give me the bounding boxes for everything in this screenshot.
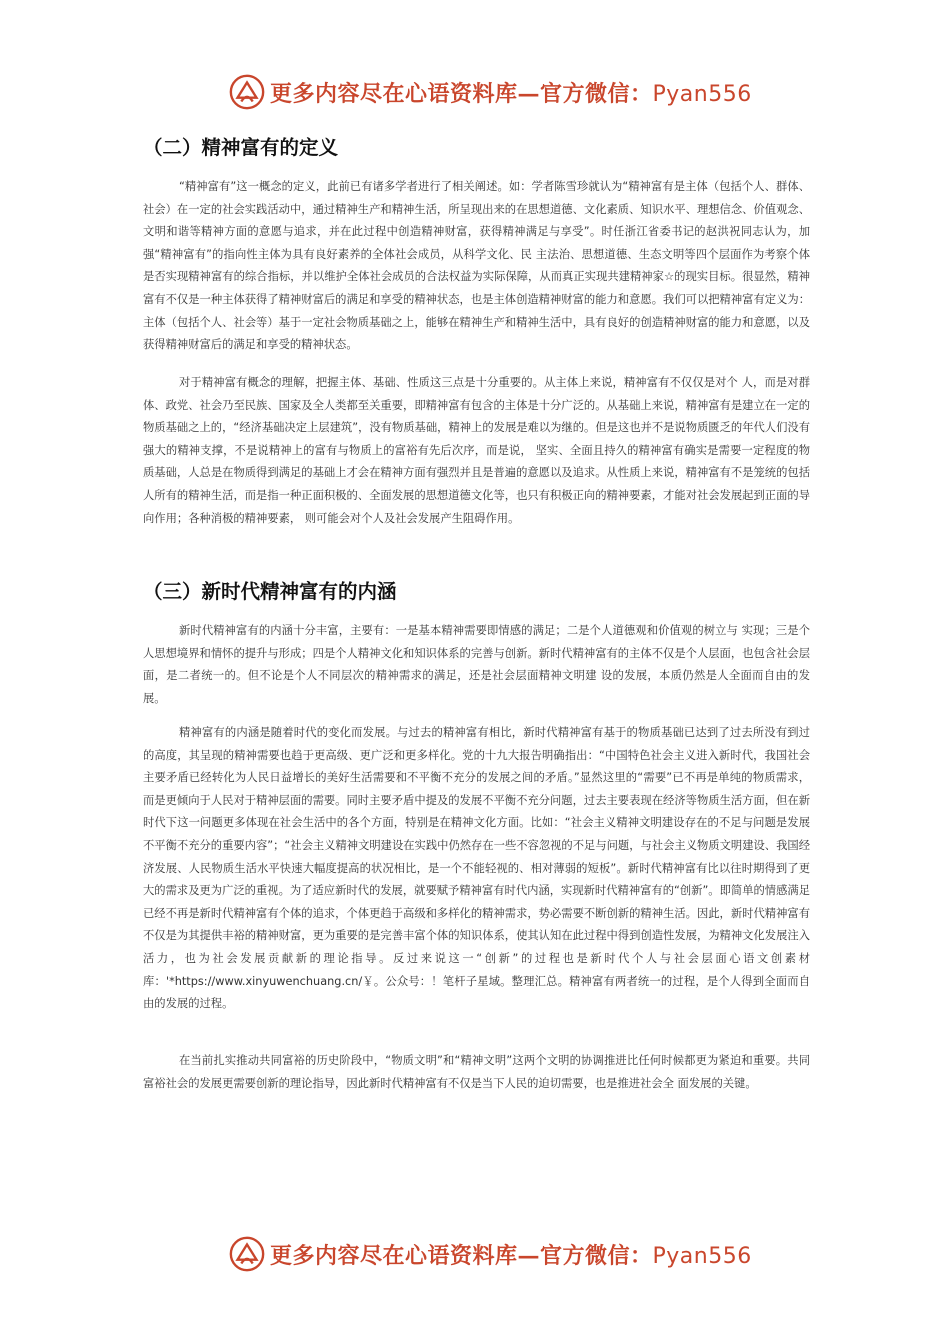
paragraph: 新时代精神富有的内涵十分丰富，主要有：一是基本精神需要即情感的满足；二是个人道德观和价值观的树立与 实现；三是个人思想境界和情怀的提升与形成；四是个人精神文化和知识体系的完善与创新。新时代精神富有的主体不仅是个人层面，也包含社会层面，是二者统一的。但不论是个人不同层次的精神需求的满足，还是社会层面精神文明建 设的发展，本质仍然是人全面而自由的发展。 — [143, 624, 810, 705]
section-heading: （二）精神富有的定义 — [143, 136, 339, 159]
banner-text: 更多内容尽在心语资料库—官方微信：Pyan556 — [270, 80, 752, 107]
paragraph: “精神富有”这一概念的定义，此前已有诸多学者进行了相关阐述。如：学者陈雪珍就认为“精神富有是主体（包括个人、群体、社会）在一定的社会实践活动中，通过精神生产和精神生活，所呈现出来的在思想道德、文化素质、知识水平、理想信念、价值观念、文明和谐等精神方面的意愿与追求，并在此过程中创造精神财富，获得精神满足与享受”。时任浙江省委书记的赵洪祝同志认为，加强“精神富有”的指向性主体为具有良好素养的全体社会成员，从科学文化、民 主法治、思想道德、生态文明等四个层面作为考察个体是否实现精神富有的综合指标，并以维护全体社会成员的合法权益为实际保障，从而真正实现共建精神家☆的现实目标。很显然，精神富有不仅是一种主体获得了精神财富后的满足和享受的精神状态，也是主体创造精神财富的能力和意愿。我们可以把精神富有定义为：主体（包括个人、社会等）基于一定社会物质基础之上，能够在精神生产和精神生活中，具有良好的创造精神财富的能力和意愿，以及获得精神财富后的满足和享受的精神状态。 — [143, 180, 810, 352]
banner-text: 更多内容尽在心语资料库—官方微信：Pyan556 — [270, 1242, 752, 1269]
paragraph: 精神富有的内涵是随着时代的变化而发展。与过去的精神富有相比，新时代精神富有基于的物质基础已达到了过去所没有到过的高度，其呈现的精神需要也趋于更高级、更广泛和更多样化。党的十九大报告明确指出：“中国特色社会主义进入新时代，我国社会主要矛盾已经转化为人民日益增长的美好生活需要和不平衡不充分的发展之间的矛盾。”显然这里的“需要”已不再是单纯的物质需求，而是更倾向于人民对于精神层面的需要。同时主要矛盾中提及的发展不平衡不充分问题，过去主要表现在经济等物质生活方面，但在新时代下这一问题更多体现在社会生活中的各个方面，特别是在精神文化方面。比如：“社会主义精神文明建设存在的不足与问题是发展不平衡不充分的重要内容”；“社会主义精神文明建设在实践中仍然存在一些不容忽视的不足与问题，与社会主义物质文明建设、我国经济发展、人民物质生活水平快速大幅度提高的状况相比，是一个不能轻视的、相对薄弱的短板”。新时代精神富有比以往时期得到了更大的需求及更为广泛的重视。为了适应新时代的发展，就要赋予精神富有时代内涵，实现新时代精神富有的“创新”。即简单的情感满足已经不再是新时代精神富有个体的追求，个体更趋于高级和多样化的精神需求，势必需要不断创新的精神生活。因此，新时代精神富有不仅是为其提供丰裕的精神财富，更为重要的是完善丰富个体的知识体系，使其认知在此过程中得到创造性发展，为精神文化发展注入活力，也为社会发展贡献新的理论指导。反过来说这一“创新”的过程也是新时代个人与社会层面心语文创素材库：'*https://www.xinyuwenchuang.cn/￥。公众号：！笔杆子星域。整理汇总。精神富有两者统一的过程，是个人得到全面而自由的发展的过程。 — [143, 726, 810, 1011]
footer-banner — [228, 1234, 752, 1274]
section-heading: （三）新时代精神富有的内涵 — [143, 580, 397, 603]
header-banner — [228, 72, 752, 112]
paragraph: 对于精神富有概念的理解，把握主体、基础、性质这三点是十分重要的。从主体上来说，精神富有不仅仅是对个 人，而是对群体、政党、社会乃至民族、国家及全人类都至关重要，即精神富有包含的主体是十分广泛的。从基础上来说，精神富有是建立在一定的物质基础之上的，“经济基础决定上层建筑”，没有物质基础，精神上的发展是难以为继的。但是这也并不是说物质匮乏的年代人们没有强大的精神支撑，不是说精神上的富有与物质上的富裕有先后次序，而是说， 坚实、全面且持久的精神富有确实是需要一定程度的物质基础，人总是在物质得到满足的基础上才会在精神方面有强烈并且是普遍的意愿以及追求。从性质上来说，精神富有不是笼统的包括人所有的精神生活，而是指一种正面积极的、全面发展的思想道德文化等，也只有积极正向的精神要素，才能对社会发展起到正面的导向作用；各种消极的精神要素， 则可能会对个人及社会发展产生阻碍作用。 — [143, 376, 810, 525]
logo-icon — [228, 1235, 266, 1273]
paragraph: 在当前扎实推动共同富裕的历史阶段中，“物质文明”和“精神文明”这两个文明的协调推进比任何时候都更为紧迫和重要。共同富裕社会的发展更需要创新的理论指导，因此新时代精神富有不仅是当下人民的迫切需要，也是推进社会全 面发展的关键。 — [143, 1054, 810, 1090]
logo-icon — [228, 73, 266, 111]
